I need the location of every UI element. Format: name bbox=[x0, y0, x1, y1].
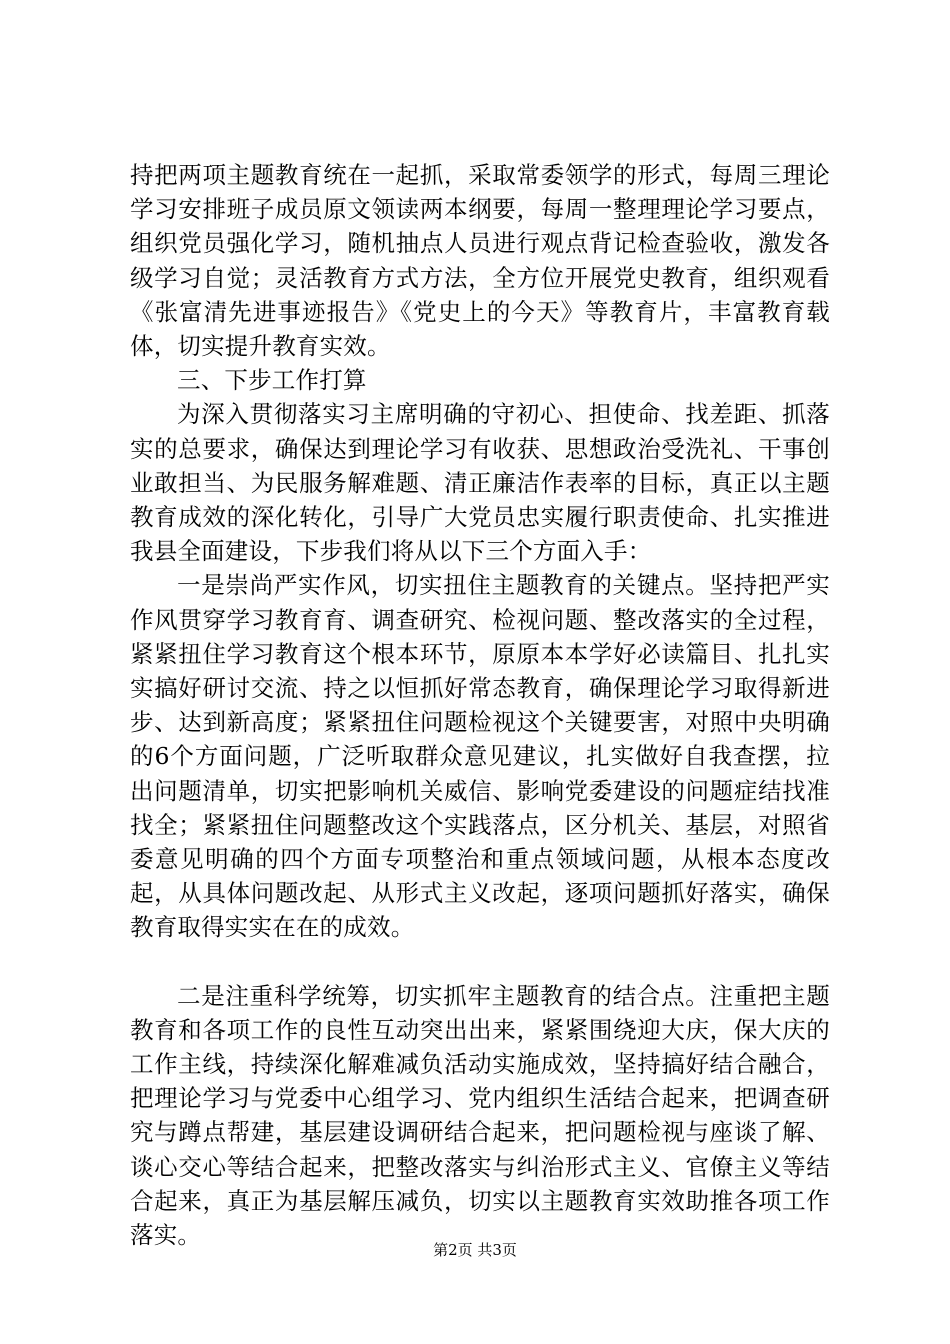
paragraph-gap bbox=[130, 945, 830, 979]
document-body bbox=[130, 158, 830, 1252]
page-footer: 第2页 共3页 bbox=[433, 1241, 517, 1259]
paragraph-continuation: 持把两项主题教育统在一起抓，采取常委领学的形式，每周三理论学习安排班子成员原文领读两本纲要，每周一整理理论学习要点，组织党员强化学习，随机抽点人员进行观点背记检查验收，激发各级学习自觉；灵活教育方式方法，全方位开展党史教育，组织观看《张富清先进事迹报告》《党史上的今天》等教育片，丰富教育载体，切实提升教育实效。 bbox=[130, 161, 830, 361]
paragraph-intro: 为深入贯彻落实习主席明确的守初心、担使命、找差距、抓落实的总要求，确保达到理论学习有收获、思想政治受洗礼、干事创业敢担当、为民服务解难题、清正廉洁作表率的目标，真正以主题教育成效的深化转化，引导广大党员忠实履行职责使命、扎实推进我县全面建设，下步我们将从以下三个方面入手： bbox=[130, 400, 830, 566]
paragraph-point-two: 二是注重科学统筹，切实抓牢主题教育的结合点。注重把主题教育和各项工作的良性互动突出出来，紧紧围绕迎大庆，保大庆的工作主线，持续深化解难减负活动实施成效，坚持搞好结合融合，把理论学习与党委中心组学习、党内组织生活结合起来，把调查研究与蹲点帮建，基层建设调研结合起来，把问题检视与座谈了解、谈心交心等结合起来，把整改落实与纠治形式主义、官僚主义等结合起来，真正为基层解压减负，切实以主题教育实效助推各项工作落实。 bbox=[130, 981, 830, 1250]
section-heading: 三、下步工作打算 bbox=[177, 366, 367, 395]
paragraph-point-one: 一是崇尚严实作风，切实扭住主题教育的关键点。坚持把严实作风贯穿学习教育育、调查研究、检视问题、整改落实的全过程，紧紧扭住学习教育这个根本环节，原原本本学好必读篇目、扎扎实实搞好研讨交流、持之以恒抓好常态教育，确保理论学习取得新进步、达到新高度；紧紧扭住问题检视这个关键要害，对照中央明确的6个方面问题，广泛听取群众意见建议，扎实做好自我查摆，拉出问题清单，切实把影响机关威信、影响党委建设的问题症结找准找全；紧紧扭住问题整改这个实践落点，区分机关、基层，对照省委意见明确的四个方面专项整治和重点领域问题，从根本态度改起，从具体问题改起、从形式主义改起，逐项问题抓好落实，确保教育取得实实在在的成效。 bbox=[130, 571, 830, 942]
